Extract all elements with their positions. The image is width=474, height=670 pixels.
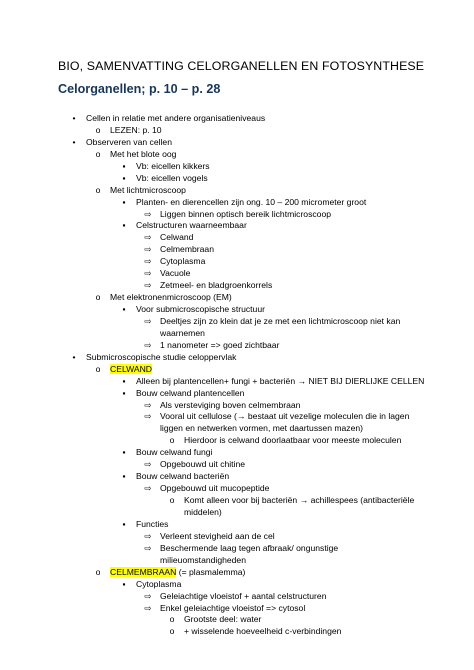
outline-text — [160, 410, 409, 422]
outline-text — [110, 363, 152, 375]
bullet-icon: ⇨ — [144, 591, 152, 601]
outline-text — [160, 422, 363, 434]
bullet-icon: • — [72, 113, 76, 123]
highlighted-term: CELWAND — [110, 364, 153, 374]
bullet-icon: o — [169, 495, 175, 505]
outline-text — [136, 303, 265, 315]
line-text: Vb: eicellen vogels — [136, 173, 208, 183]
bullet-icon: ⇨ — [144, 280, 152, 290]
line-text: LEZEN: p. 10 — [110, 125, 162, 135]
line-text: Enkel geleiachtige vloeistof => cytosol — [160, 603, 306, 613]
line-text: Komt alleen voor bij bacteriën → achillespees (antibacteriële — [184, 495, 415, 505]
bullet-icon: • — [72, 137, 76, 147]
outline-text — [160, 315, 400, 327]
outline-text — [184, 434, 401, 446]
outline-text — [160, 482, 269, 494]
outline-text — [110, 291, 232, 303]
line-text: Celmembraan — [160, 244, 214, 254]
outline-text — [86, 136, 172, 148]
line-suffix: (= plasmalemma) — [176, 567, 246, 577]
outline-text — [160, 554, 246, 566]
highlighted-term: CELMEMBRAAN — [110, 567, 177, 577]
bullet-icon: ⇨ — [144, 340, 152, 350]
bullet-icon: ▪ — [122, 447, 126, 457]
outline-text — [136, 518, 168, 530]
outline-text — [136, 196, 366, 208]
outline-text — [160, 231, 193, 243]
bullet-icon: ⇨ — [144, 232, 152, 242]
line-text: Opgebouwd uit chitine — [160, 459, 246, 469]
line-text: 1 nanometer => goed zichtbaar — [160, 340, 280, 350]
line-text: Verleent stevigheid aan de cel — [160, 531, 275, 541]
bullet-icon: • — [72, 352, 76, 362]
line-text: milieuomstandigheden — [160, 555, 246, 565]
line-text: Bouw celwand fungi — [136, 447, 213, 457]
outline-text — [136, 470, 229, 482]
line-text: Cytoplasma — [136, 579, 182, 589]
line-text: Bouw celwand plantencellen — [136, 388, 245, 398]
bullet-icon: ▪ — [122, 519, 126, 529]
outline-text — [160, 542, 338, 554]
line-text: Planten- en dierencellen zijn ong. 10 – 200 micrometer groot — [136, 197, 367, 207]
outline-text — [136, 375, 424, 387]
outline-text — [110, 124, 162, 136]
line-text: Met elektronenmicroscoop (EM) — [110, 292, 232, 302]
outline-text — [136, 219, 247, 231]
outline-text — [160, 243, 214, 255]
line-text: Alleen bij plantencellen+ fungi + bacteriën → NIET BIJ DIERLIJKE CELLEN — [136, 376, 425, 386]
line-text: Vooral uit cellulose (→ bestaat uit vezelige moleculen die in lagen — [160, 411, 410, 421]
line-text: liggen en netwerken vormen, met daartussen mazen) — [160, 423, 364, 433]
bullet-icon: ⇨ — [144, 483, 152, 493]
bullet-icon: ▪ — [122, 376, 126, 386]
bullet-icon: ⇨ — [144, 256, 152, 266]
document-title: BIO, SAMENVATTING CELORGANELLEN EN FOTOSYNTHESE — [58, 59, 425, 73]
bullet-icon: ⇨ — [144, 316, 152, 326]
line-text: Opgebouwd uit mucopeptide — [160, 483, 270, 493]
line-text: Liggen binnen optisch bereik lichtmicroscoop — [160, 209, 332, 219]
bullet-icon: o — [95, 149, 101, 159]
outline-text — [160, 458, 245, 470]
line-text: Grootste deel: water — [184, 614, 262, 624]
outline-text — [160, 339, 279, 351]
bullet-icon: ⇨ — [144, 459, 152, 469]
outline-text — [184, 625, 341, 637]
bullet-icon: o — [169, 614, 175, 624]
bullet-icon: ⇨ — [144, 603, 152, 613]
bullet-icon: ⇨ — [144, 411, 152, 421]
bullet-icon: ⇨ — [144, 209, 152, 219]
outline-text — [86, 112, 265, 124]
line-text: Bouw celwand bacteriën — [136, 471, 230, 481]
line-text: Als versteviging boven celmembraan — [160, 400, 301, 410]
bullet-icon: ⇨ — [144, 400, 152, 410]
outline-text — [110, 566, 245, 578]
outline-text — [160, 530, 275, 542]
line-text: Celwand — [160, 232, 194, 242]
bullet-icon: ⇨ — [144, 531, 152, 541]
bullet-icon: ▪ — [122, 161, 126, 171]
line-text: + wisselende hoeveelheid c-verbindingen — [184, 626, 342, 636]
outline-text — [136, 387, 244, 399]
line-text: Cellen in relatie met andere organisatieniveaus — [86, 113, 266, 123]
line-text: Observeren van cellen — [86, 137, 172, 147]
bullet-icon: ▪ — [122, 173, 126, 183]
bullet-icon: o — [95, 364, 101, 374]
bullet-icon: o — [95, 292, 101, 302]
bullet-icon: ▪ — [122, 471, 126, 481]
outline-text — [160, 255, 205, 267]
line-text: Cytoplasma — [160, 256, 206, 266]
bullet-icon: ▪ — [122, 197, 126, 207]
bullet-icon: ⇨ — [144, 268, 152, 278]
outline-text — [160, 279, 272, 291]
outline-text — [86, 351, 236, 363]
bullet-icon: ▪ — [122, 579, 126, 589]
line-text: middelen) — [184, 507, 222, 517]
line-text: Met lichtmicroscoop — [110, 185, 186, 195]
bullet-icon: o — [95, 567, 101, 577]
line-text: Submicroscopische studie celoppervlak — [86, 352, 237, 362]
outline-text — [136, 446, 212, 458]
line-text: waarnemen — [160, 328, 205, 338]
outline-text — [110, 184, 186, 196]
bullet-icon: ▪ — [122, 388, 126, 398]
bullet-icon: ▪ — [122, 220, 126, 230]
outline-text — [136, 172, 208, 184]
bullet-icon: o — [95, 185, 101, 195]
line-text: Functies — [136, 519, 169, 529]
bullet-icon: ⇨ — [144, 244, 152, 254]
line-text: Geleiachtige vloeistof + aantal celstructuren — [160, 591, 327, 601]
outline-text — [184, 494, 414, 506]
bullet-icon: ▪ — [122, 304, 126, 314]
outline-text — [184, 506, 222, 518]
outline-text — [160, 327, 205, 339]
bullet-icon: ⇨ — [144, 543, 152, 553]
outline-text — [136, 578, 181, 590]
outline-text — [160, 267, 190, 279]
line-text: Vb: eicellen kikkers — [136, 161, 210, 171]
line-text: Zetmeel- en bladgroenkorrels — [160, 280, 273, 290]
line-text: Deeltjes zijn zo klein dat je ze met een lichtmicroscoop niet kan — [160, 316, 401, 326]
bullet-icon: o — [169, 626, 175, 636]
line-text: Beschermende laag tegen afbraak/ ongunstige — [160, 543, 339, 553]
outline-text — [110, 148, 176, 160]
bullet-icon: o — [95, 125, 101, 135]
outline-text — [160, 590, 326, 602]
section-heading: Celorganellen; p. 10 – p. 28 — [58, 82, 221, 96]
line-text: Voor submicroscopische structuur — [136, 304, 265, 314]
line-text: Vacuole — [160, 268, 191, 278]
line-text: Met het blote oog — [110, 149, 177, 159]
outline-text — [136, 160, 210, 172]
outline-text — [184, 613, 261, 625]
line-text: Celstructuren waarneembaar — [136, 220, 247, 230]
line-text: Hierdoor is celwand doorlaatbaar voor meeste moleculen — [184, 435, 402, 445]
bullet-icon: o — [169, 435, 175, 445]
